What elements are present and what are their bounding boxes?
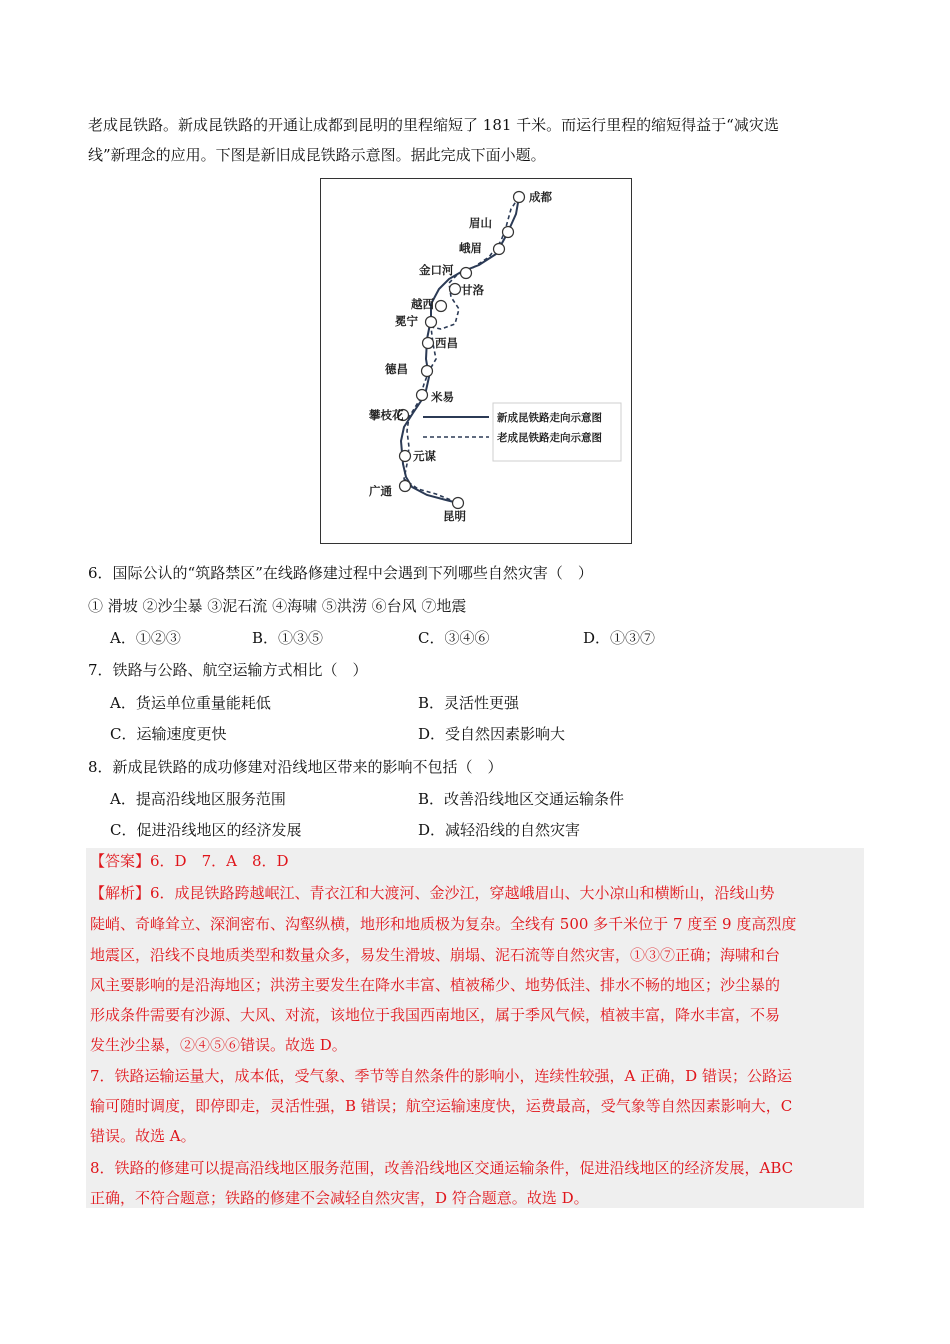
legend-old-label: 老成昆铁路走向示意图 [497,432,602,444]
railway-map [320,178,632,544]
answer-line: 【答案】6．D 7．A 8．D [90,852,289,870]
station-label: 冕宁 [395,314,418,328]
station-marker-guangtong [400,481,411,492]
station-label: 金口河 [419,263,454,277]
station-marker-ganluo [450,284,461,295]
station-label: 甘洛 [461,283,484,297]
intro-line-2: 线”新理念的应用。下图是新旧成昆铁路示意图。据此完成下面小题。 [88,146,546,164]
analysis-line: 7．铁路运输运量大，成本低，受气象、季节等自然条件的影响小，连续性较强，A 正确，D 错误；公路运 [90,1067,792,1085]
analysis-line: 陡峭、奇峰耸立、深涧密布、沟壑纵横，地形和地质极为复杂。全线有 500 多千米位于 7 度至 9 度高烈度 [90,915,797,933]
analysis-line: 错误。故选 A。 [90,1127,196,1145]
question-7-option-b: B．灵活性更强 [418,694,520,712]
map-legend [423,403,621,461]
station-marker-jinkouhe [461,268,472,279]
analysis-line: 8．铁路的修建可以提高沿线地区服务范围，改善沿线地区交通运输条件，促进沿线地区的经济发展，ABC [90,1159,794,1177]
station-label: 元谋 [413,449,436,463]
question-6-option-d: D．①③⑦ [583,629,656,647]
station-label: 攀枝花 [369,408,404,422]
station-label: 广通 [369,484,392,498]
station-label: 峨眉 [459,241,482,255]
intro-line-1: 老成昆铁路。新成昆铁路的开通让成都到昆明的里程缩短了 181 千米。而运行里程的缩短得益于“减灾选 [88,116,779,134]
station-marker-meishan [503,227,514,238]
question-7-option-d: D．受自然因素影响大 [418,725,566,743]
station-label: 越西 [411,297,434,311]
station-marker-chengdu [514,192,525,203]
question-7-option-c: C．运输速度更快 [110,725,227,743]
station-label: 西昌 [435,336,458,350]
analysis-line: 输可随时调度，即停即走，灵活性强，B 错误；航空运输速度快，运费最高，受气象等自然因素影响大，C [90,1097,793,1115]
analysis-line: 【解析】6．成昆铁路跨越岷江、青衣江和大渡河、金沙江，穿越峨眉山、大小凉山和横断山，沿线山势 [90,884,775,902]
question-8-option-d: D．减轻沿线的自然灾害 [418,821,581,839]
question-6-stem: 6．国际公认的“筑路禁区”在线路修建过程中会遇到下列哪些自然灾害（ ） [88,564,593,582]
station-marker-emei [494,244,505,255]
station-marker-mianning [426,317,437,328]
analysis-line: 风主要影响的是沿海地区；洪涝主要发生在降水丰富、植被稀少、地势低洼、排水不畅的地区；沙尘暴的 [90,976,781,994]
station-marker-dechang [422,366,433,377]
station-marker-kunming [453,498,464,509]
question-7-stem: 7．铁路与公路、航空运输方式相比（ ） [88,661,368,679]
station-label: 成都 [529,190,552,204]
question-6-option-a: A．①②③ [110,629,181,647]
question-6-items: ① 滑坡 ②沙尘暴 ③泥石流 ④海啸 ⑤洪涝 ⑥台风 ⑦地震 [88,597,467,615]
question-7-option-a: A．货运单位重量能耗低 [110,694,271,712]
question-6-option-b: B．①③⑤ [252,629,324,647]
question-8-stem: 8．新成昆铁路的成功修建对沿线地区带来的影响不包括（ ） [88,758,503,776]
analysis-line: 发生沙尘暴，②④⑤⑥错误。故选 D。 [90,1036,347,1054]
analysis-line: 形成条件需要有沙源、大风、对流，该地位于我国西南地区，属于季风气候，植被丰富，降水丰富，不易 [90,1006,781,1024]
station-label: 昆明 [443,509,466,523]
station-label: 德昌 [385,362,408,376]
question-8-option-c: C．促进沿线地区的经济发展 [110,821,302,839]
station-label: 眉山 [469,216,492,230]
railway-map-svg [321,179,631,543]
question-8-option-a: A．提高沿线地区服务范围 [110,790,286,808]
station-marker-miyi [417,390,428,401]
station-marker-yuexi [436,301,447,312]
analysis-line: 正确，不符合题意；铁路的修建不会减轻自然灾害，D 符合题意。故选 D。 [90,1189,589,1207]
legend-new-label: 新成昆铁路走向示意图 [497,412,602,424]
question-8-option-b: B．改善沿线地区交通运输条件 [418,790,625,808]
station-marker-xichang [423,338,434,349]
analysis-line: 地震区，沿线不良地质类型和数量众多，易发生滑坡、崩塌、泥石流等自然灾害，①③⑦正确；海啸和台 [90,946,781,964]
station-label: 米易 [431,390,454,404]
question-6-option-c: C．③④⑥ [418,629,490,647]
station-marker-yuanmou [400,451,411,462]
